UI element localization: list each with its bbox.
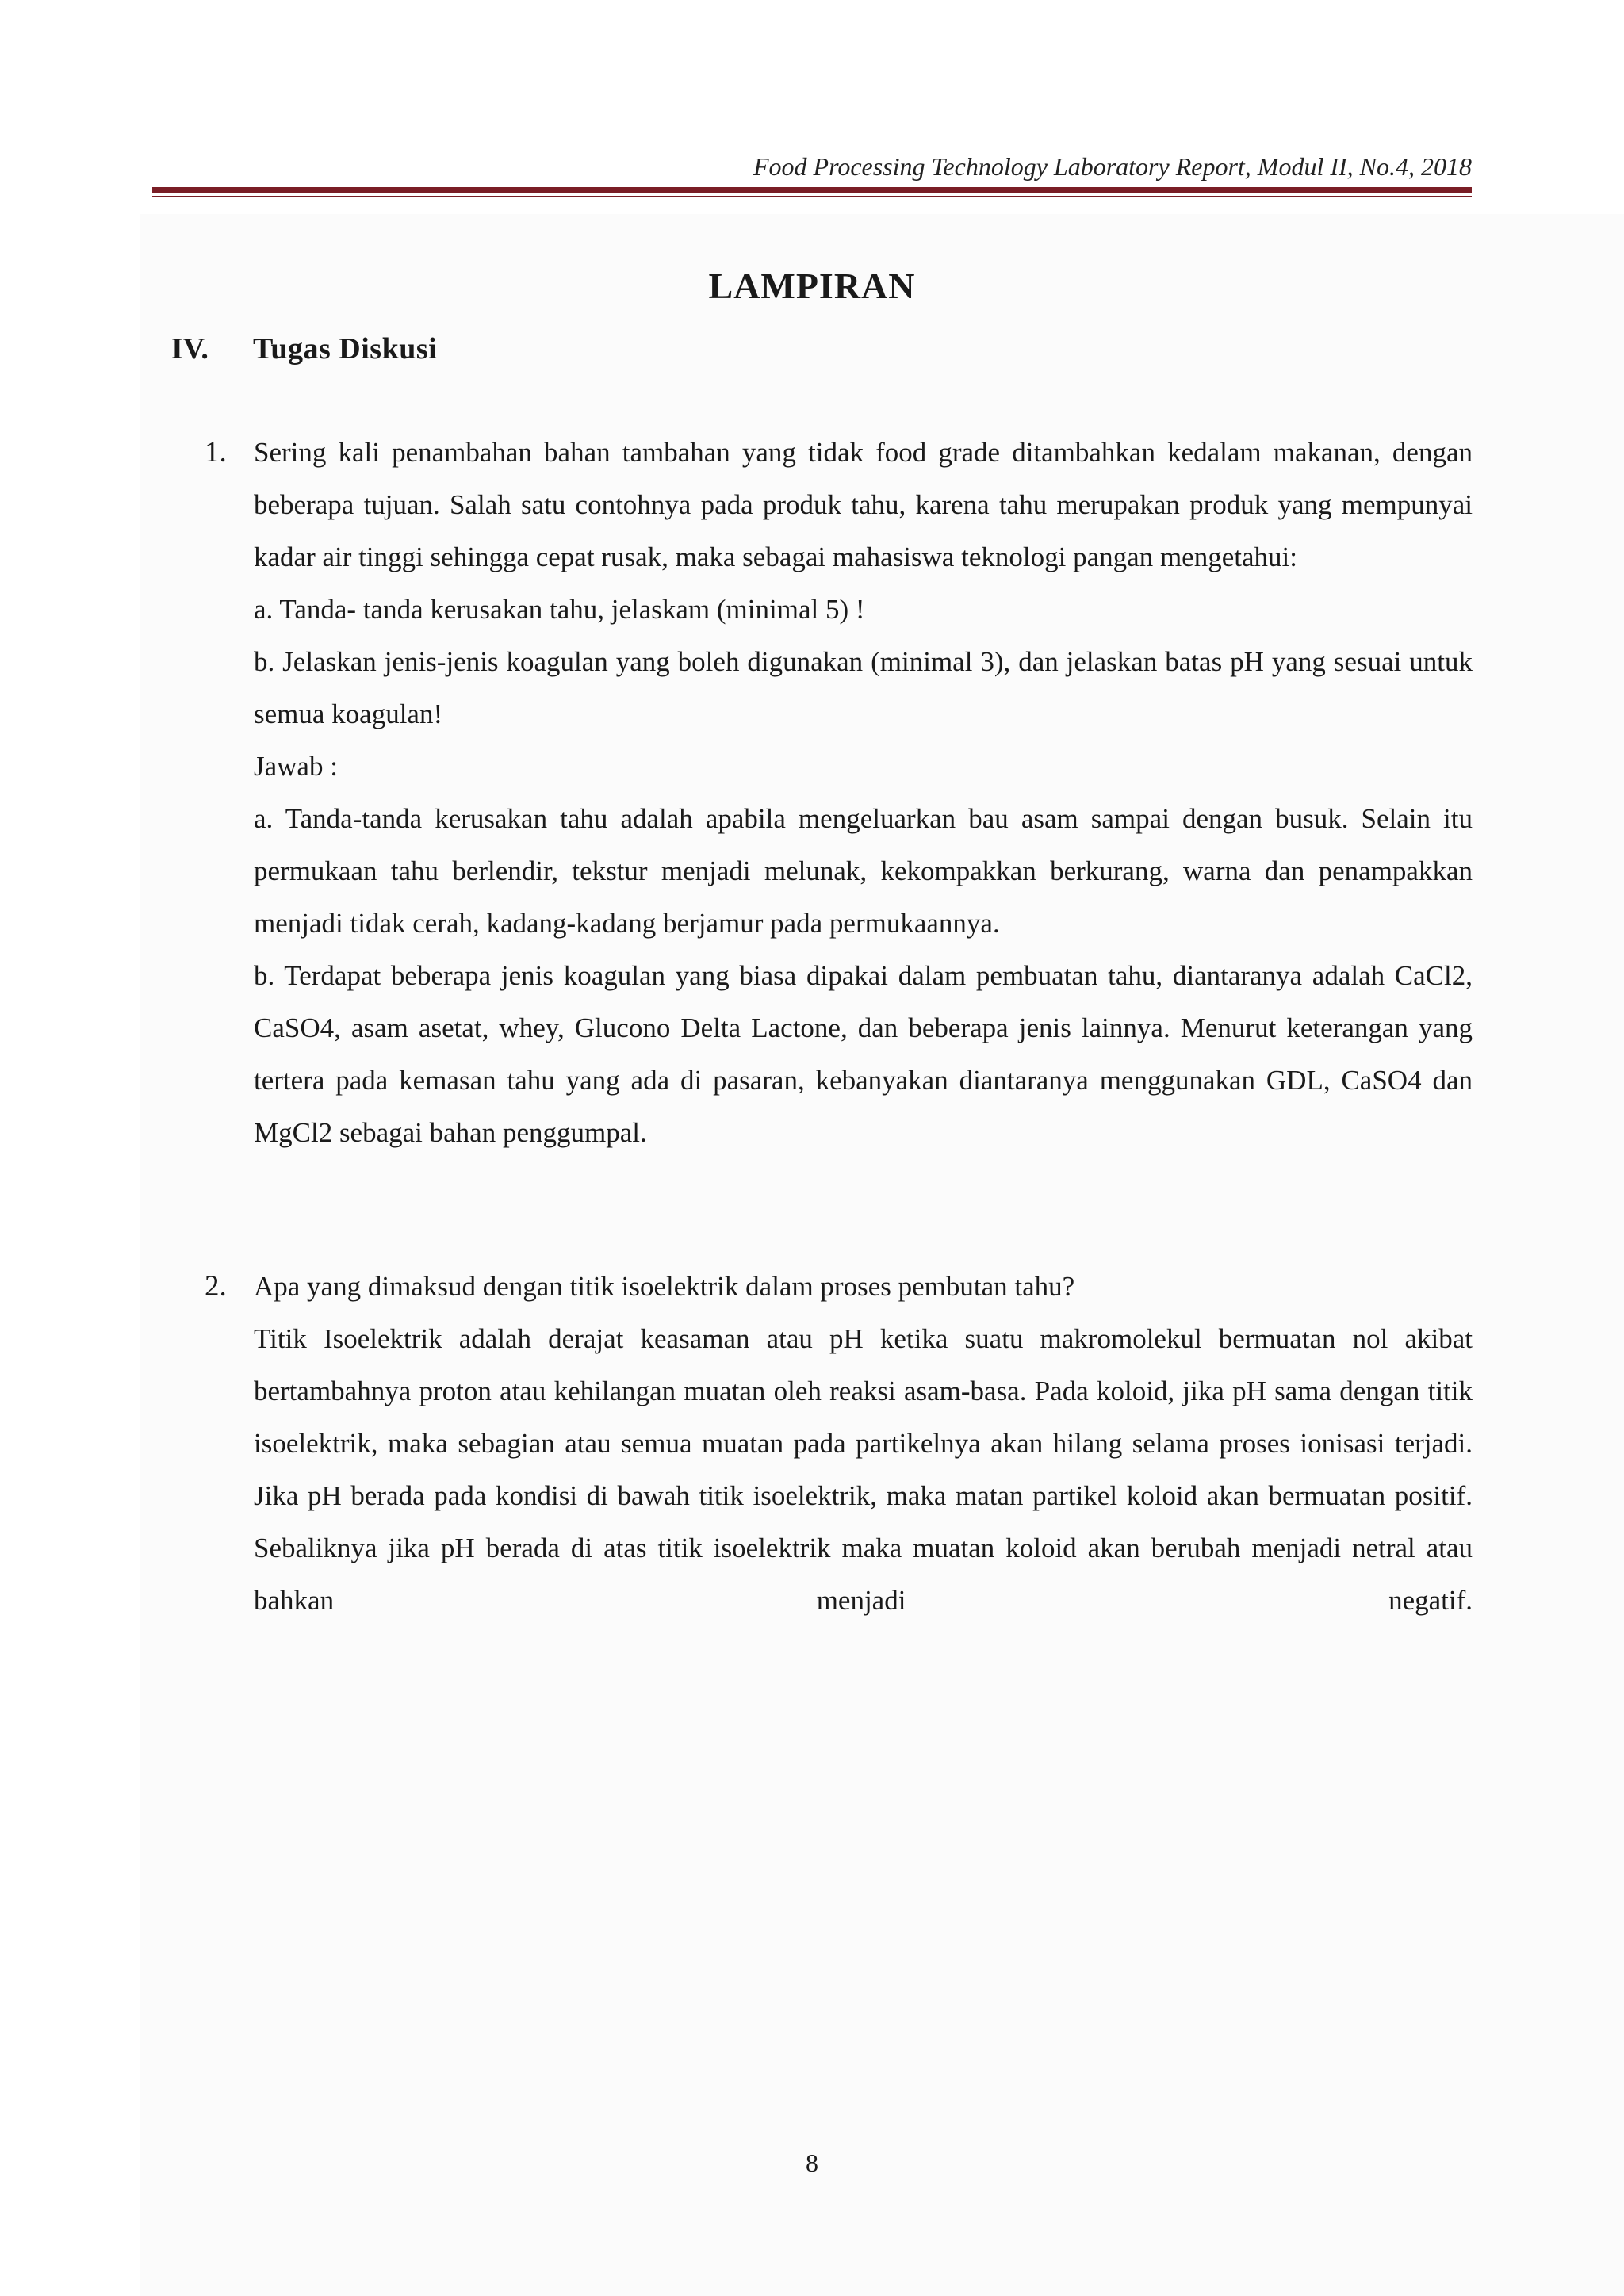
question-text: Apa yang dimaksud dengan titik isoelektrik dalam proses pembutan tahu?: [254, 1271, 1075, 1302]
item-body: [254, 1261, 1473, 1627]
running-header: Food Processing Technology Laboratory Report, Modul II, No.4, 2018: [753, 152, 1472, 181]
answer-b: b. Terdapat beberapa jenis koagulan yang biasa dipakai dalam pembuatan tahu, diantaranya adalah CaCl2, CaSO4, asam asetat, whey, Glucono Delta Lactone, dan beberapa jenis lainnya. Menurut keterangan yang tertera pada kemasan tahu yang ada di pasaran, kebanyakan diantaranya menggunakan GDL, CaSO4 dan MgCl2 sebagai bahan penggumpal.: [254, 960, 1473, 1148]
answer-text: Titik Isoelektrik adalah derajat keasaman atau pH ketika suatu makromolekul bermuatan nol akibat bertambahnya proton atau kehilangan muatan oleh reaksi asam-basa. Pada koloid, jika pH sama dengan titik isoelektrik, maka sebagian atau semua muatan pada partikelnya akan hilang selama proses ionisasi terjadi. Jika pH berada pada kondisi di bawah titik isoelektrik, maka matan partikel koloid akan bermuatan positif. Sebaliknya jika pH berada di atas titik isoelektrik maka muatan koloid akan berubah menjadi netral atau bahkan menjadi negatif.: [254, 1323, 1473, 1616]
section-number: IV.: [171, 332, 209, 365]
item-number: 2.: [205, 1270, 227, 1303]
page-title: LAMPIRAN: [708, 266, 916, 306]
sub-question-b: b. Jelaskan jenis-jenis koagulan yang boleh digunakan (minimal 3), dan jelaskan batas pH yang sesuai untuk semua koagulan!: [254, 646, 1473, 729]
item-number: 1.: [205, 436, 227, 469]
question-text: Sering kali penambahan bahan tambahan yang tidak food grade ditambahkan kedalam makanan, dengan beberapa tujuan. Salah satu contohnya pada produk tahu, karena tahu merupakan produk yang mempunyai kadar air tinggi sehingga cepat rusak, maka sebagai mahasiswa teknologi pangan mengetahui:: [254, 437, 1473, 572]
sub-question-a: a. Tanda- tanda kerusakan tahu, jelaskam (minimal 5) !: [254, 594, 865, 625]
section-label: Tugas Diskusi: [253, 332, 438, 365]
header-rule-thick: [152, 187, 1472, 193]
page-number: 8: [806, 2149, 818, 2177]
answer-label: Jawab :: [254, 751, 338, 782]
answer-a: a. Tanda-tanda kerusakan tahu adalah apabila mengeluarkan bau asam sampai dengan busuk. Selain itu permukaan tahu berlendir, tekstur menjadi melunak, kekompakkan berkurang, warna dan penampakkan menjadi tidak cerah, kadang-kadang berjamur pada permukaannya.: [254, 803, 1473, 939]
header-rule-thin: [152, 196, 1472, 197]
item-body: [254, 427, 1473, 1159]
